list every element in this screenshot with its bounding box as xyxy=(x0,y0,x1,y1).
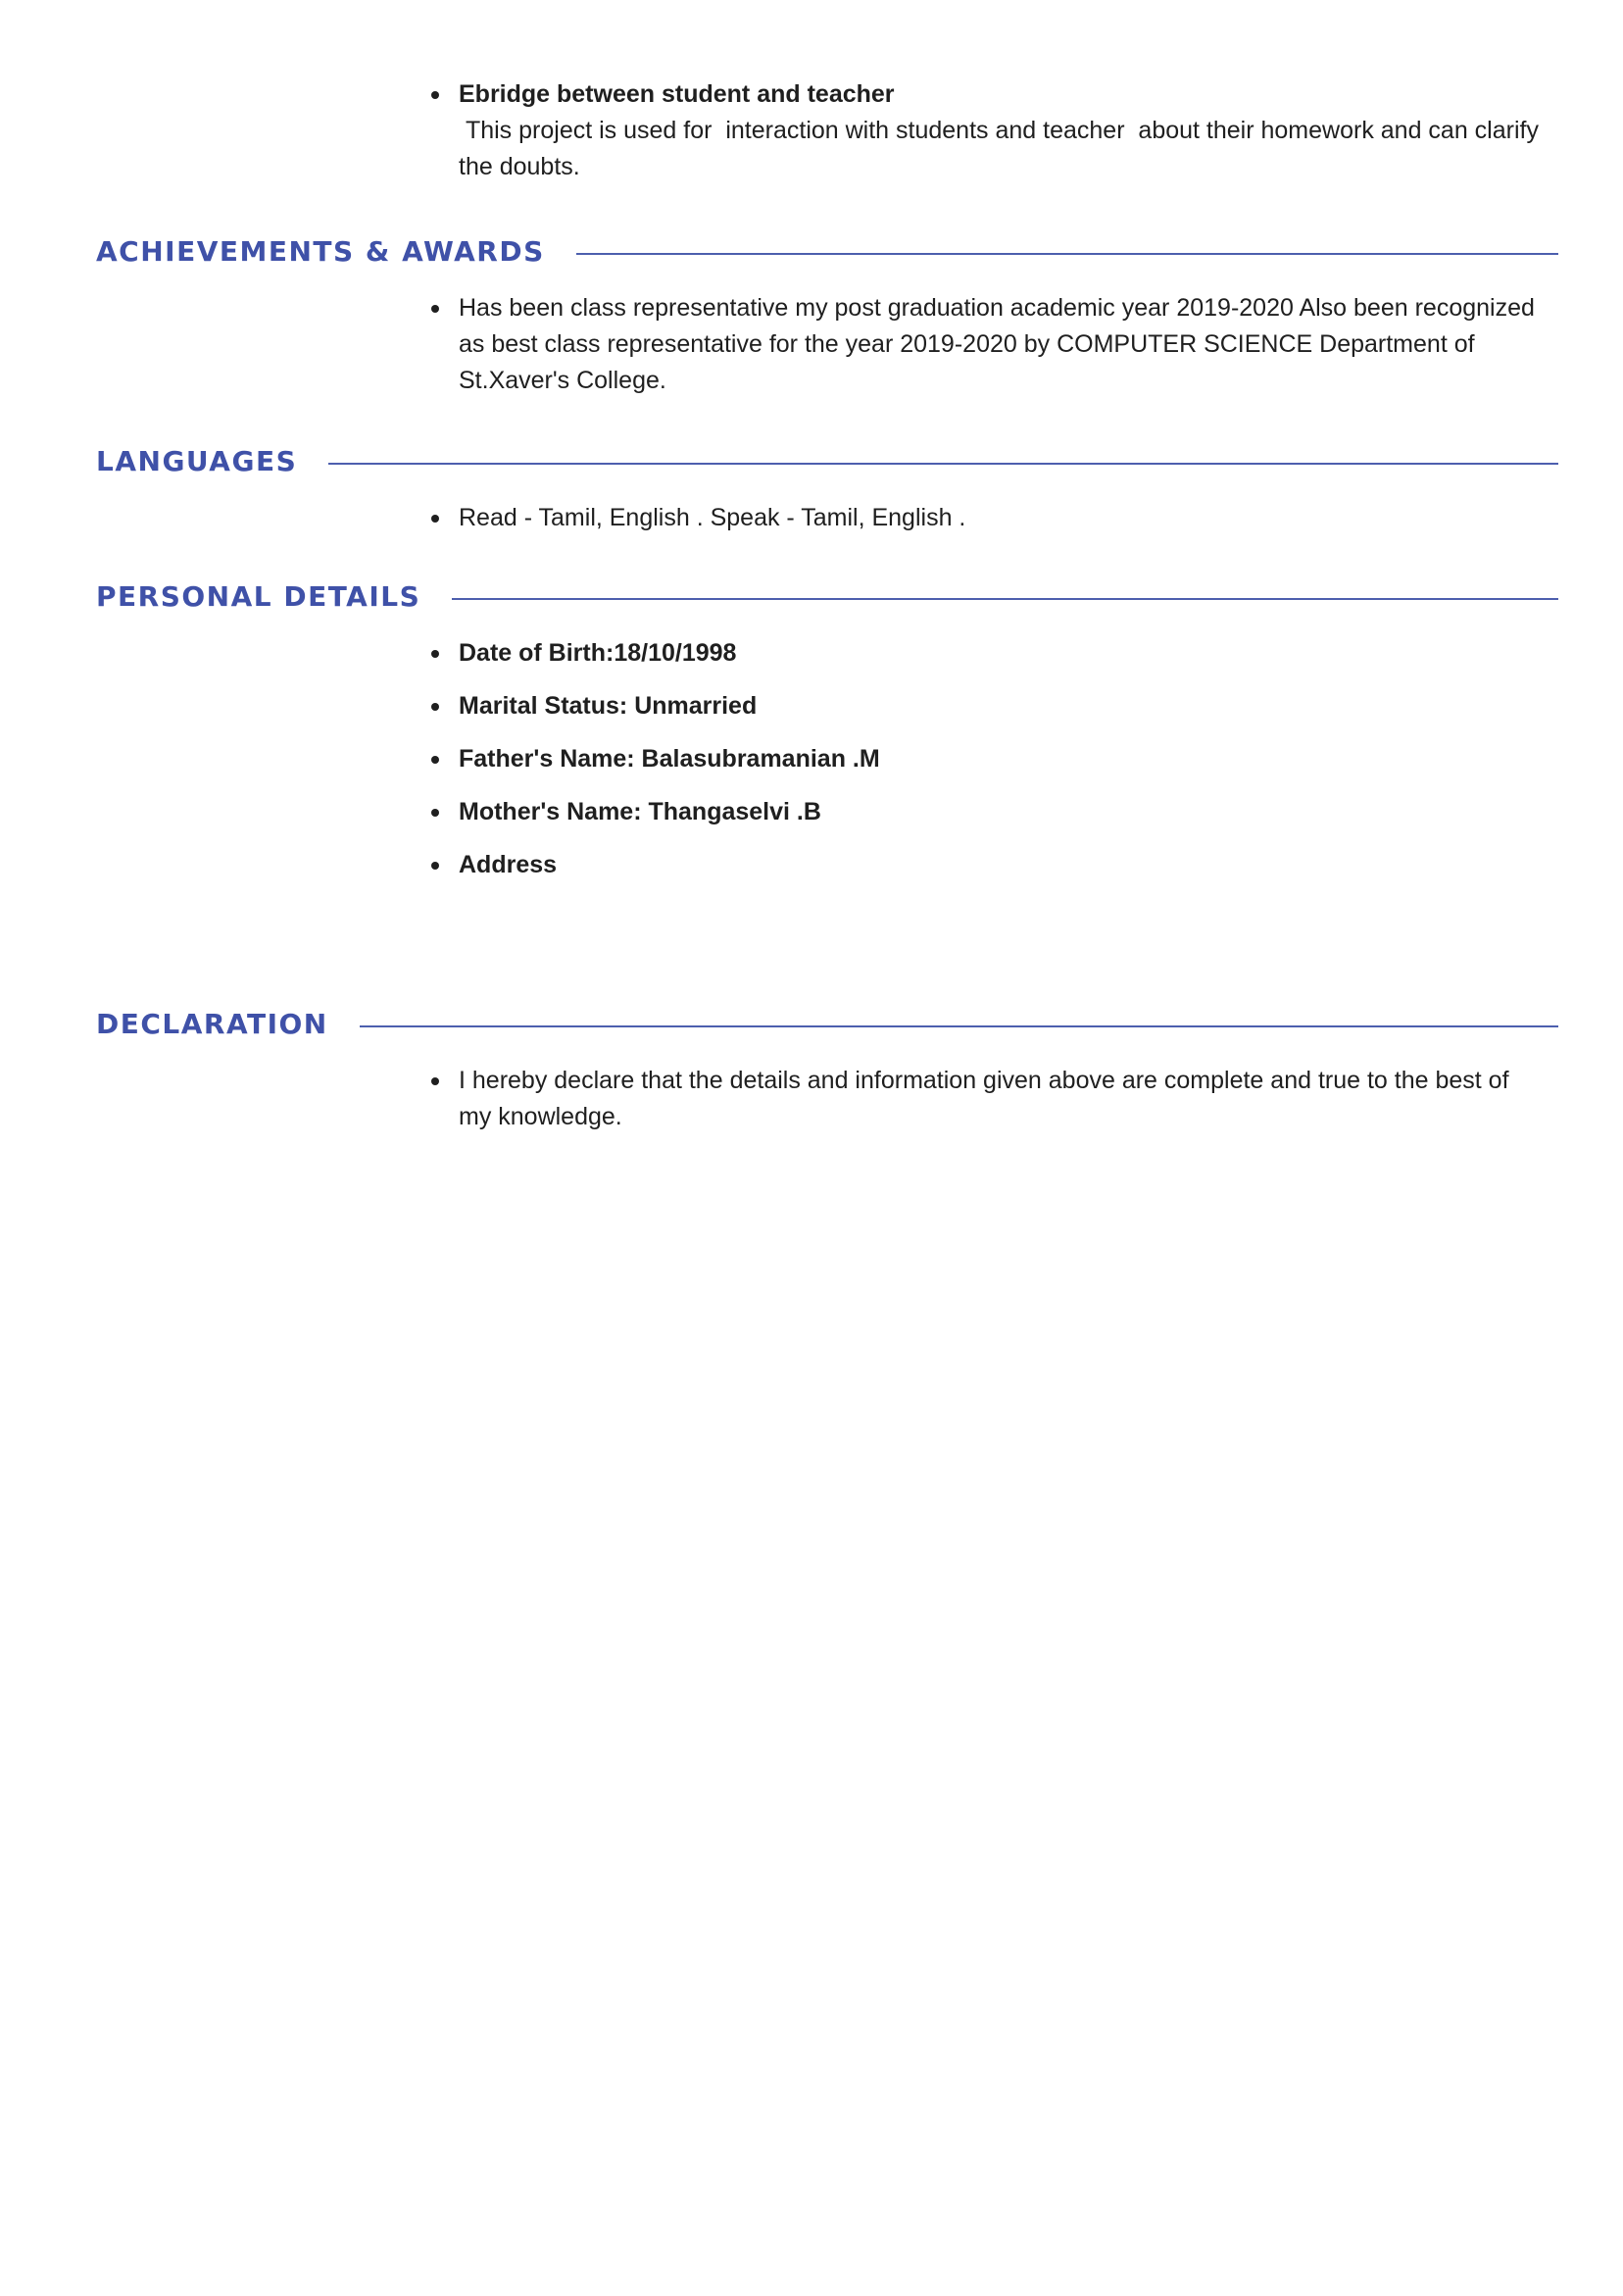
project-item xyxy=(459,76,1546,185)
achievements-list xyxy=(459,290,1541,399)
declaration-text: I hereby declare that the details and information given above are complete and true to the best of my knowledge. xyxy=(459,1063,1541,1135)
date-of-birth: Date of Birth:18/10/1998 xyxy=(459,635,1541,672)
address: Address xyxy=(459,847,1541,883)
project-title: Ebridge between student and teacher xyxy=(459,80,895,108)
declaration-list xyxy=(459,1063,1541,1135)
section-divider xyxy=(576,253,1558,255)
personal-details-list xyxy=(459,635,1541,900)
achievement-item: Has been class representative my post graduation academic year 2019-2020 Also been recognized as best class representative for the year 2019-2020 by COMPUTER SCIENCE Department of St.Xaver's College. xyxy=(459,290,1541,399)
project-list xyxy=(459,76,1546,185)
fathers-name: Father's Name: Balasubramanian .M xyxy=(459,741,1541,777)
personal-details-header xyxy=(96,576,1558,616)
languages-header xyxy=(96,441,1558,480)
declaration-heading: DECLARATION xyxy=(96,1007,328,1040)
languages-heading: LANGUAGES xyxy=(96,444,298,477)
project-description: This project is used for interaction with students and teacher about their homework and can clarify the doubts. xyxy=(459,117,1546,180)
section-divider xyxy=(452,598,1558,600)
personal-details-heading: PERSONAL DETAILS xyxy=(96,579,421,613)
achievements-header xyxy=(96,231,1558,271)
marital-status: Marital Status: Unmarried xyxy=(459,688,1541,724)
mothers-name: Mother's Name: Thangaselvi .B xyxy=(459,794,1541,830)
section-divider xyxy=(328,463,1558,465)
declaration-header xyxy=(96,1004,1558,1043)
achievements-heading: ACHIEVEMENTS & AWARDS xyxy=(96,234,545,268)
languages-list xyxy=(459,500,1541,536)
section-divider xyxy=(360,1025,1558,1027)
language-item: Read - Tamil, English . Speak - Tamil, English . xyxy=(459,500,1541,536)
